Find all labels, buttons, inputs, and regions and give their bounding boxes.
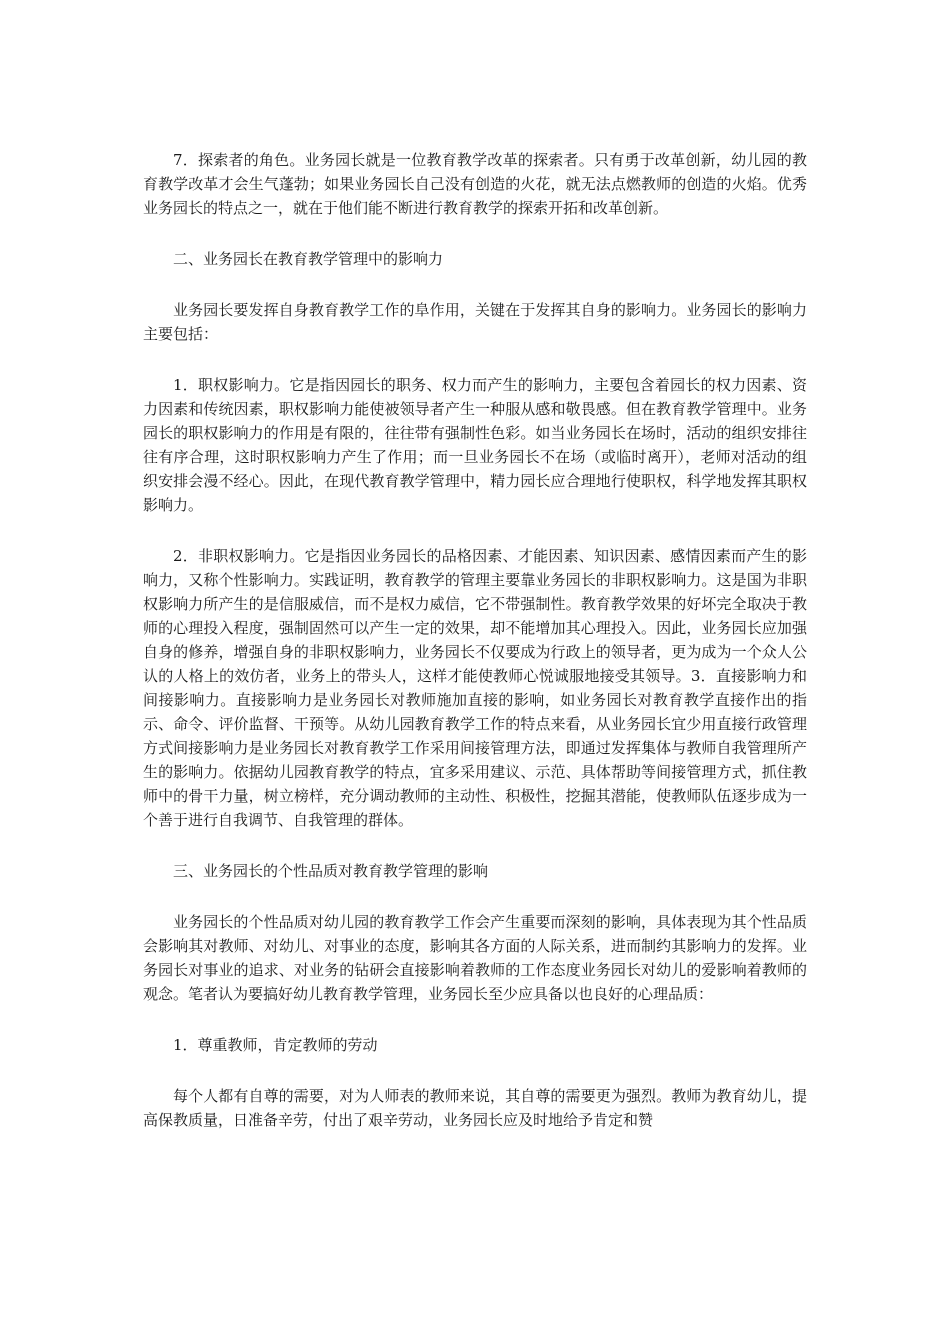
paragraph-positional-influence: 1．职权影响力。它是指因园长的职务、权力而产生的影响力，主要包含着园长的权力因素、资力因素和传统因素，职权影响力能使被领导者产生一种服从感和敬畏感。但在教育教学管理中。业务园长的职权影响力的作用是有限的，往往带有强制性色彩。如当业务园长在场时，活动的组织安排往往有序合理，这时职权影响力产生了作用；而一旦业务园长不在场（或临时离开），老师对活动的组织安排会漫不经心。因此，在现代教育教学管理中，精力园长应合理地行使职权，科学地发挥其职权影响力。: [143, 376, 807, 514]
section-heading-influence: 二、业务园长在教育教学管理中的影响力: [173, 250, 444, 268]
paragraph-influence-intro: 业务园长要发挥自身教育教学工作的阜作用，关键在于发挥其自身的影响力。业务园长的影响力主要包括：: [143, 301, 807, 343]
paragraph-non-positional-influence: 2．非职权影响力。它是指因业务园长的品格因素、才能因素、知识因素、感情因素而产生的影响力，又称个性影响力。实践证明，教育教学的管理主要靠业务园长的非职权影响力。这是国为非职权影响力所产生的是信服威信，而不是权力威信，它不带强制性。教育教学效果的好坏完全取决于教师的心理投入程度，强制固然可以产生一定的效果，却不能增加其心理投入。因此，业务园长应加强自身的修养，增强自身的非职权影响力，业务园长不仅要成为行政上的领导者，更为成为一个众人公认的人格上的效仿者，业务上的带头人，这样才能使教师心悦诚服地接受其领导。3．直接影响力和间接影响力。直接影响力是业务园长对教师施加直接的影响，如业务园长对教育教学直接作出的指示、命令、评价监督、干预等。从幼儿园教育教学工作的特点来看，从业务园长宜少用直接行政管理方式间接影响力是业务园长对教育教学工作采用间接管理方法，即通过发挥集体与教师自我管理所产生的影响力。依据幼儿园教育教学的特点，宜多采用建议、示范、具体帮助等间接管理方式，抓住教师中的骨干力量，树立榜样，充分调动教师的主动性、积极性，挖掘其潜能，使教师队伍逐步成为一个善于进行自我调节、自我管理的群体。: [143, 547, 807, 829]
document-page: [143, 148, 807, 1159]
subheading-respect-teachers: 1．尊重教师，肯定教师的劳动: [173, 1036, 378, 1054]
paragraph-personality-intro: 业务园长的个性品质对幼儿园的教育教学工作会产生重要而深刻的影响，具体表现为其个性品质会影响其对教师、对幼儿、对事业的态度，影响其各方面的人际关系，进而制约其影响力的发挥。业务园长对事业的追求、对业务的钻研会直接影响着教师的工作态度业务园长对幼儿的爱影响着教师的观念。笔者认为要搞好幼儿教育教学管理，业务园长至少应具备以也良好的心理品质：: [143, 913, 807, 1003]
paragraph-explorer-role: 7．探索者的角色。业务园长就是一位教育教学改革的探索者。只有勇于改革创新，幼儿园的教育教学改革才会生气蓬勃；如果业务园长自己没有创造的火花，就无法点燃教师的创造的火焰。优秀业务园长的特点之一，就在于他们能不断进行教育教学的探索开拓和改革创新。: [143, 151, 807, 217]
section-heading-personality: 三、业务园长的个性品质对教育教学管理的影响: [173, 862, 489, 880]
paragraph-self-esteem: 每个人都有自尊的需要，对为人师表的教师来说，其自尊的需要更为强烈。教师为教育幼儿，提高保教质量，日准备辛劳，付出了艰辛劳动，业务园长应及时地给予肯定和赞: [143, 1087, 807, 1129]
